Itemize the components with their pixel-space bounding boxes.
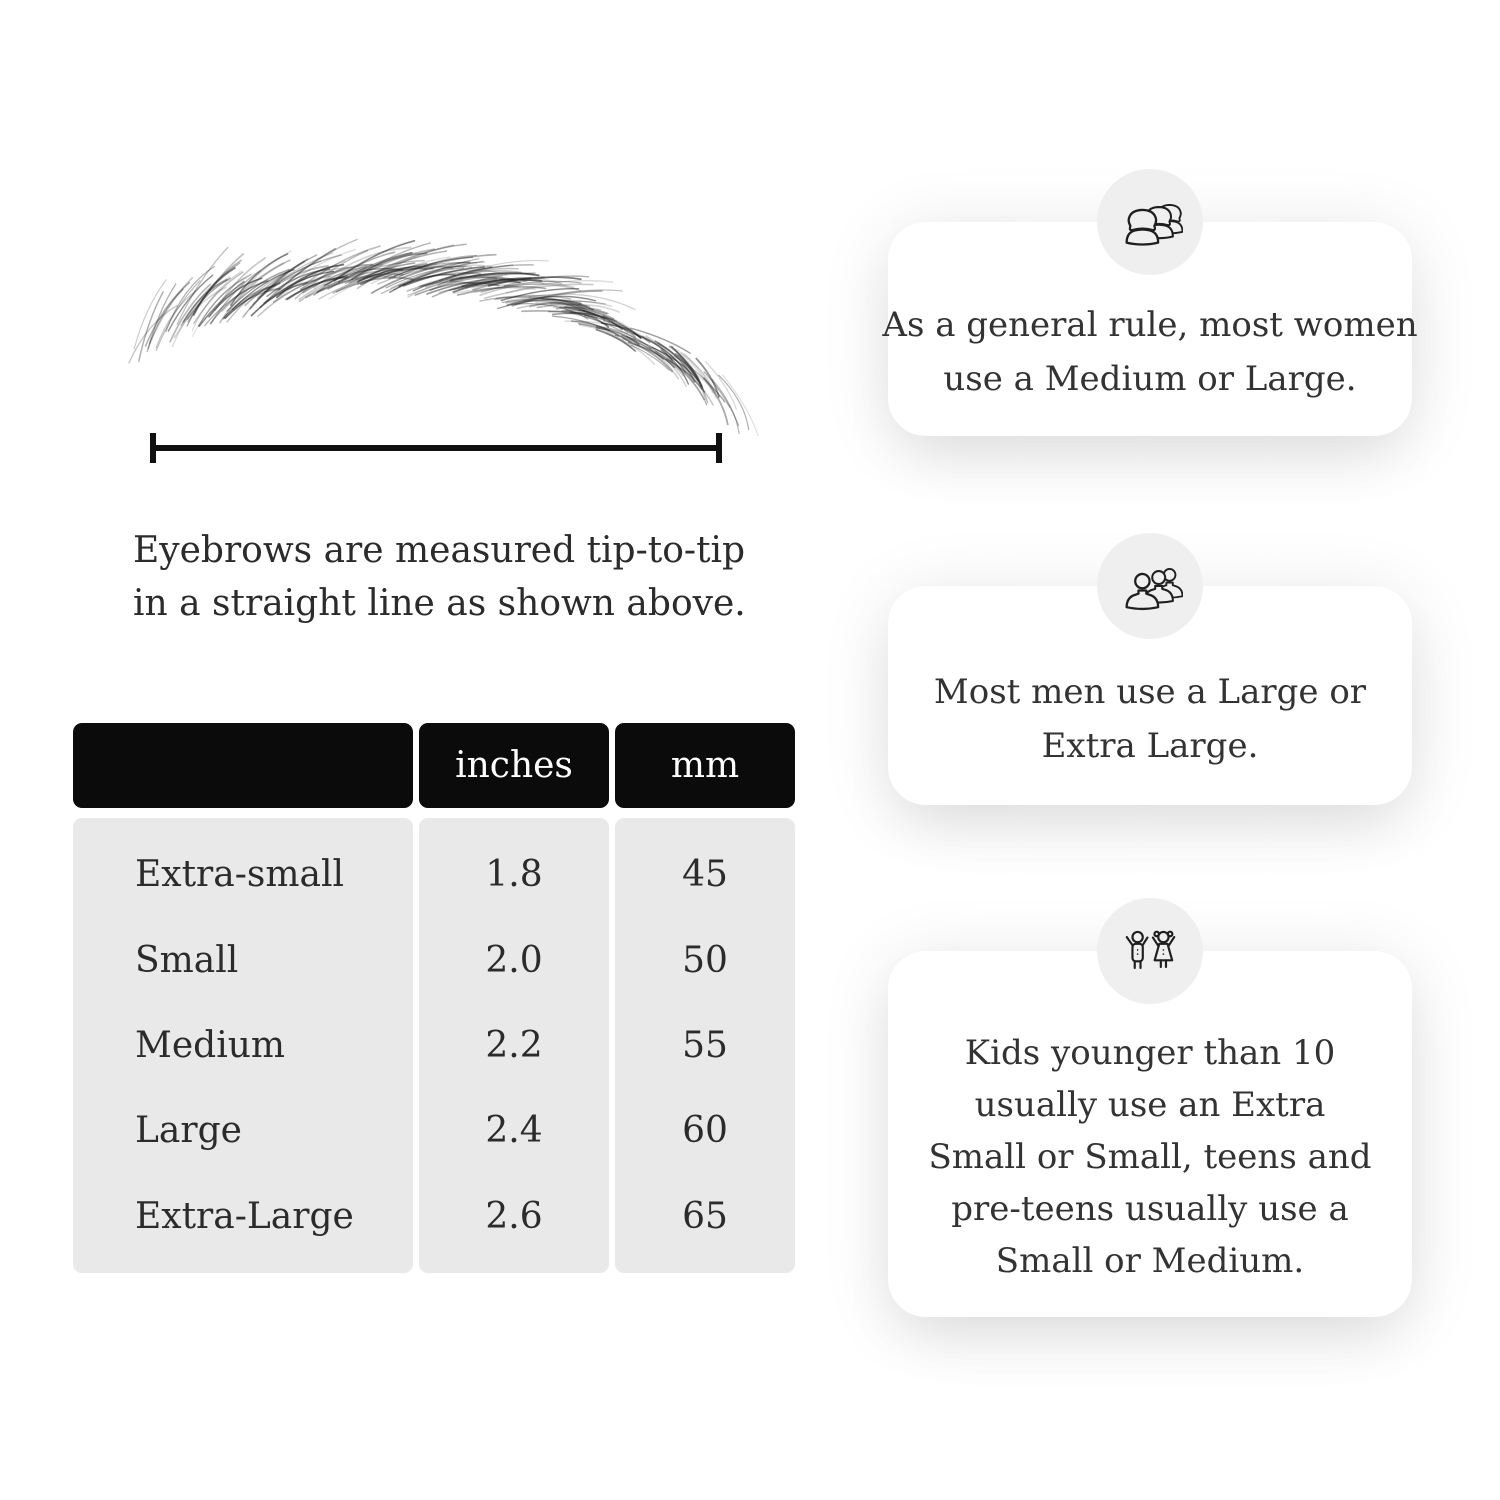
table-column-inches	[419, 818, 609, 1273]
men-group-icon	[1117, 561, 1183, 611]
measurement-caption-line-1: Eyebrows are measured tip-to-tip	[133, 530, 746, 571]
table-header-mm: mm	[615, 723, 795, 808]
info-card-kids	[888, 951, 1412, 1317]
card-women-text	[882, 278, 1418, 426]
women-badge	[1097, 169, 1203, 275]
measurement-line-left-cap	[150, 433, 156, 463]
measurement-caption	[133, 524, 746, 630]
table-cell-mm: 50	[682, 939, 728, 981]
table-cell-mm: 60	[682, 1110, 728, 1152]
card-men-line-2: Extra Large.	[1041, 725, 1259, 766]
table-row-label: Medium	[135, 1024, 286, 1066]
measurement-line-right-cap	[716, 433, 722, 463]
card-men-text	[912, 642, 1388, 795]
card-women-line-1: As a general rule, most women	[882, 305, 1418, 345]
table-column-size-labels	[73, 818, 413, 1273]
table-cell-mm: 55	[682, 1024, 728, 1066]
info-card-men	[888, 586, 1412, 805]
men-badge	[1097, 533, 1203, 639]
card-kids-line-4: pre-teens usually use a	[951, 1189, 1349, 1229]
table-cell-mm: 65	[682, 1195, 728, 1237]
table-header-size	[73, 723, 413, 808]
card-kids-line-3: Small or Small, teens and	[928, 1137, 1372, 1177]
measurement-line	[150, 445, 722, 451]
women-group-icon	[1117, 197, 1183, 247]
card-men-line-1: Most men use a Large or	[933, 671, 1367, 712]
card-kids-text	[912, 1007, 1388, 1307]
table-cell-inches: 2.2	[485, 1024, 543, 1066]
table-row-label: Extra-Large	[135, 1195, 354, 1237]
table-cell-inches: 2.4	[485, 1110, 543, 1152]
card-kids-line-2: usually use an Extra	[974, 1085, 1326, 1125]
table-cell-inches: 2.0	[485, 939, 543, 981]
size-table	[73, 723, 795, 1273]
kids-badge	[1097, 898, 1203, 1004]
card-women-line-2: use a Medium or Large.	[943, 359, 1357, 399]
table-header-inches: inches	[419, 723, 609, 808]
table-cell-mm: 45	[682, 854, 728, 896]
info-card-women	[882, 222, 1418, 436]
table-cell-inches: 2.6	[485, 1195, 543, 1237]
table-cell-inches: 1.8	[485, 854, 543, 896]
card-kids-line-5: Small or Medium.	[995, 1241, 1305, 1281]
kids-icon	[1117, 925, 1183, 977]
eyebrow-illustration	[80, 210, 780, 440]
card-kids-line-1: Kids younger than 10	[964, 1033, 1336, 1073]
measurement-caption-line-2: in a straight line as shown above.	[133, 583, 746, 624]
table-row-label: Extra-small	[135, 854, 344, 896]
table-row-label: Small	[135, 939, 239, 981]
table-row-label: Large	[135, 1110, 242, 1152]
table-column-mm	[615, 818, 795, 1273]
